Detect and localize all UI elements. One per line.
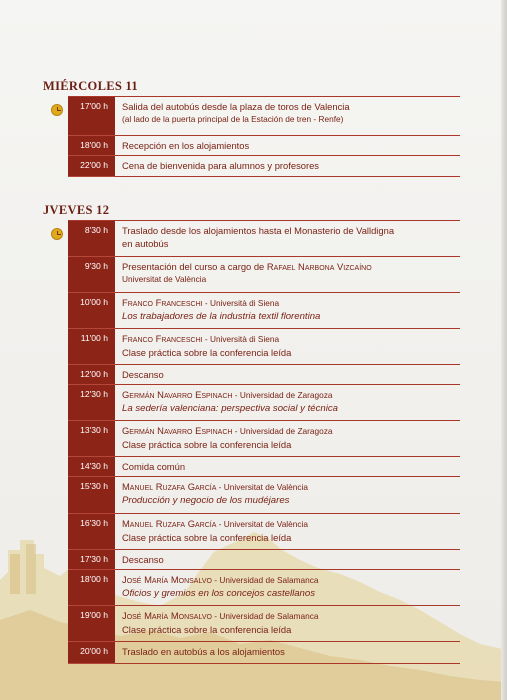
event-time: 8'30 h (68, 221, 115, 257)
speaker-affiliation: - Universitat de València (216, 519, 308, 529)
schedule-row (68, 457, 460, 477)
event-description (115, 329, 460, 364)
event-text: Clase práctica sobre la conferencia leída (122, 624, 292, 635)
page-edge (501, 0, 507, 700)
event-description (115, 136, 460, 155)
speaker-name: José María Monsalvo (122, 610, 212, 621)
event-description (115, 421, 460, 456)
speaker-line (122, 296, 460, 310)
schedule-row (68, 365, 460, 385)
event-time: 19'00 h (68, 606, 115, 642)
speaker-affiliation: - Universidad de Zaragoza (232, 426, 333, 436)
schedule-row (68, 477, 460, 514)
event-description (115, 457, 460, 476)
event-time: 10'00 h (68, 293, 115, 329)
event-text: Cena de bienvenida para alumnos y profesores (122, 160, 319, 171)
speaker-name: Franco Franceschi (122, 297, 203, 308)
clock-icon (51, 228, 63, 240)
event-text: Traslado desde los alojamientos hasta el Monasterio de Valldigna (122, 225, 395, 236)
event-text: Comida común (122, 461, 186, 472)
event-time: 15'30 h (68, 477, 115, 514)
speaker-line (122, 517, 460, 531)
event-note: (al lado de la puerta principal de la Estación de tren - Renfe) (122, 114, 344, 124)
event-description (115, 257, 460, 292)
event-text: Clase práctica sobre la conferencia leída (122, 347, 292, 358)
event-text: Traslado en autobús a los alojamientos (122, 646, 285, 657)
event-time: 13'30 h (68, 421, 115, 457)
schedule-row (68, 385, 460, 421)
event-text (122, 260, 460, 273)
schedule-row (68, 550, 460, 570)
event-description (115, 385, 460, 420)
event-description (115, 550, 460, 569)
event-time: 22'00 h (68, 156, 115, 177)
speaker-name: Germán Navarro Espinach (122, 425, 233, 436)
lecture-title: Los trabajadores de la industria textil florentina (122, 311, 321, 322)
lecture-title: La sedería valenciana: perspectiva social y técnica (122, 403, 338, 414)
schedule-row (68, 570, 460, 606)
speaker-affiliation: - Universidad de Salamanca (211, 575, 319, 585)
event-time: 18'00 h (68, 570, 115, 606)
event-text: Clase práctica sobre la conferencia leída (122, 532, 292, 543)
event-text: Descanso (122, 369, 164, 380)
speaker-line (122, 480, 460, 494)
event-time: 9'30 h (68, 257, 115, 293)
schedule-row (68, 293, 460, 329)
speaker-line (122, 424, 460, 438)
event-description (115, 514, 460, 549)
clock-icon (51, 104, 63, 116)
schedule-day-2 (68, 220, 460, 664)
speaker-line (122, 332, 460, 346)
schedule-row (68, 606, 460, 642)
speaker-line (122, 609, 460, 623)
speaker-name: Rafael Narbona Vizcaíno (266, 261, 372, 272)
speaker-name: Franco Franceschi (122, 333, 203, 344)
speaker-line (122, 388, 460, 402)
event-description (115, 221, 460, 256)
day-title-miercoles: MIÉRCOLES 11 (43, 79, 138, 93)
event-time: 20'00 h (68, 642, 115, 664)
speaker-name: Manuel Ruzafa García (122, 518, 217, 529)
event-description (115, 293, 460, 328)
speaker-affiliation: - Universidad de Salamanca (211, 611, 319, 621)
event-time: 11'00 h (68, 329, 115, 365)
event-text: Recepción en los alojamientos (122, 140, 250, 151)
schedule-row (68, 221, 460, 257)
schedule-row (68, 329, 460, 365)
schedule-row (68, 421, 460, 457)
event-time: 14'30 h (68, 457, 115, 477)
event-time: 16'30 h (68, 514, 115, 550)
schedule-row (68, 257, 460, 293)
lecture-title: Producción y negocio de los mudéjares (122, 495, 290, 506)
speaker-affiliation: - Universitat de València (216, 482, 308, 492)
schedule-row (68, 514, 460, 550)
event-time: 17'00 h (68, 97, 115, 136)
schedule-row (68, 156, 460, 177)
event-text: Descanso (122, 554, 164, 565)
speaker-affiliation: Universitat de València (122, 274, 207, 284)
speaker-name: Germán Navarro Espinach (122, 389, 233, 400)
event-time: 17'30 h (68, 550, 115, 570)
schedule-row (68, 642, 460, 664)
schedule-row (68, 136, 460, 156)
event-description (115, 365, 460, 384)
event-text: Clase práctica sobre la conferencia leída (122, 439, 292, 450)
speaker-name: Manuel Ruzafa García (122, 481, 217, 492)
event-description (115, 606, 460, 641)
speaker-affiliation: - Università di Siena (202, 298, 280, 308)
speaker-line (122, 573, 460, 587)
event-description (115, 570, 460, 605)
speaker-affiliation: - Università di Siena (202, 334, 280, 344)
event-time: 18'00 h (68, 136, 115, 156)
event-description (115, 156, 460, 176)
speaker-name: José María Monsalvo (122, 574, 212, 585)
event-text: Salida del autobús desde la plaza de toros de Valencia (122, 101, 350, 112)
schedule-day-1 (68, 96, 460, 177)
speaker-affiliation: - Universidad de Zaragoza (232, 390, 333, 400)
lecture-title: Oficios y gremios en los concejos castellanos (122, 588, 316, 599)
event-description (115, 642, 460, 663)
day-title-jueves: JVEVES 12 (43, 203, 110, 217)
event-description (115, 97, 460, 135)
event-text: en autobús (122, 238, 169, 249)
event-text-lead: Presentación del curso a cargo de (122, 261, 265, 272)
event-time: 12'00 h (68, 365, 115, 385)
event-time: 12'30 h (68, 385, 115, 421)
schedule-row (68, 97, 460, 136)
event-description (115, 477, 460, 513)
